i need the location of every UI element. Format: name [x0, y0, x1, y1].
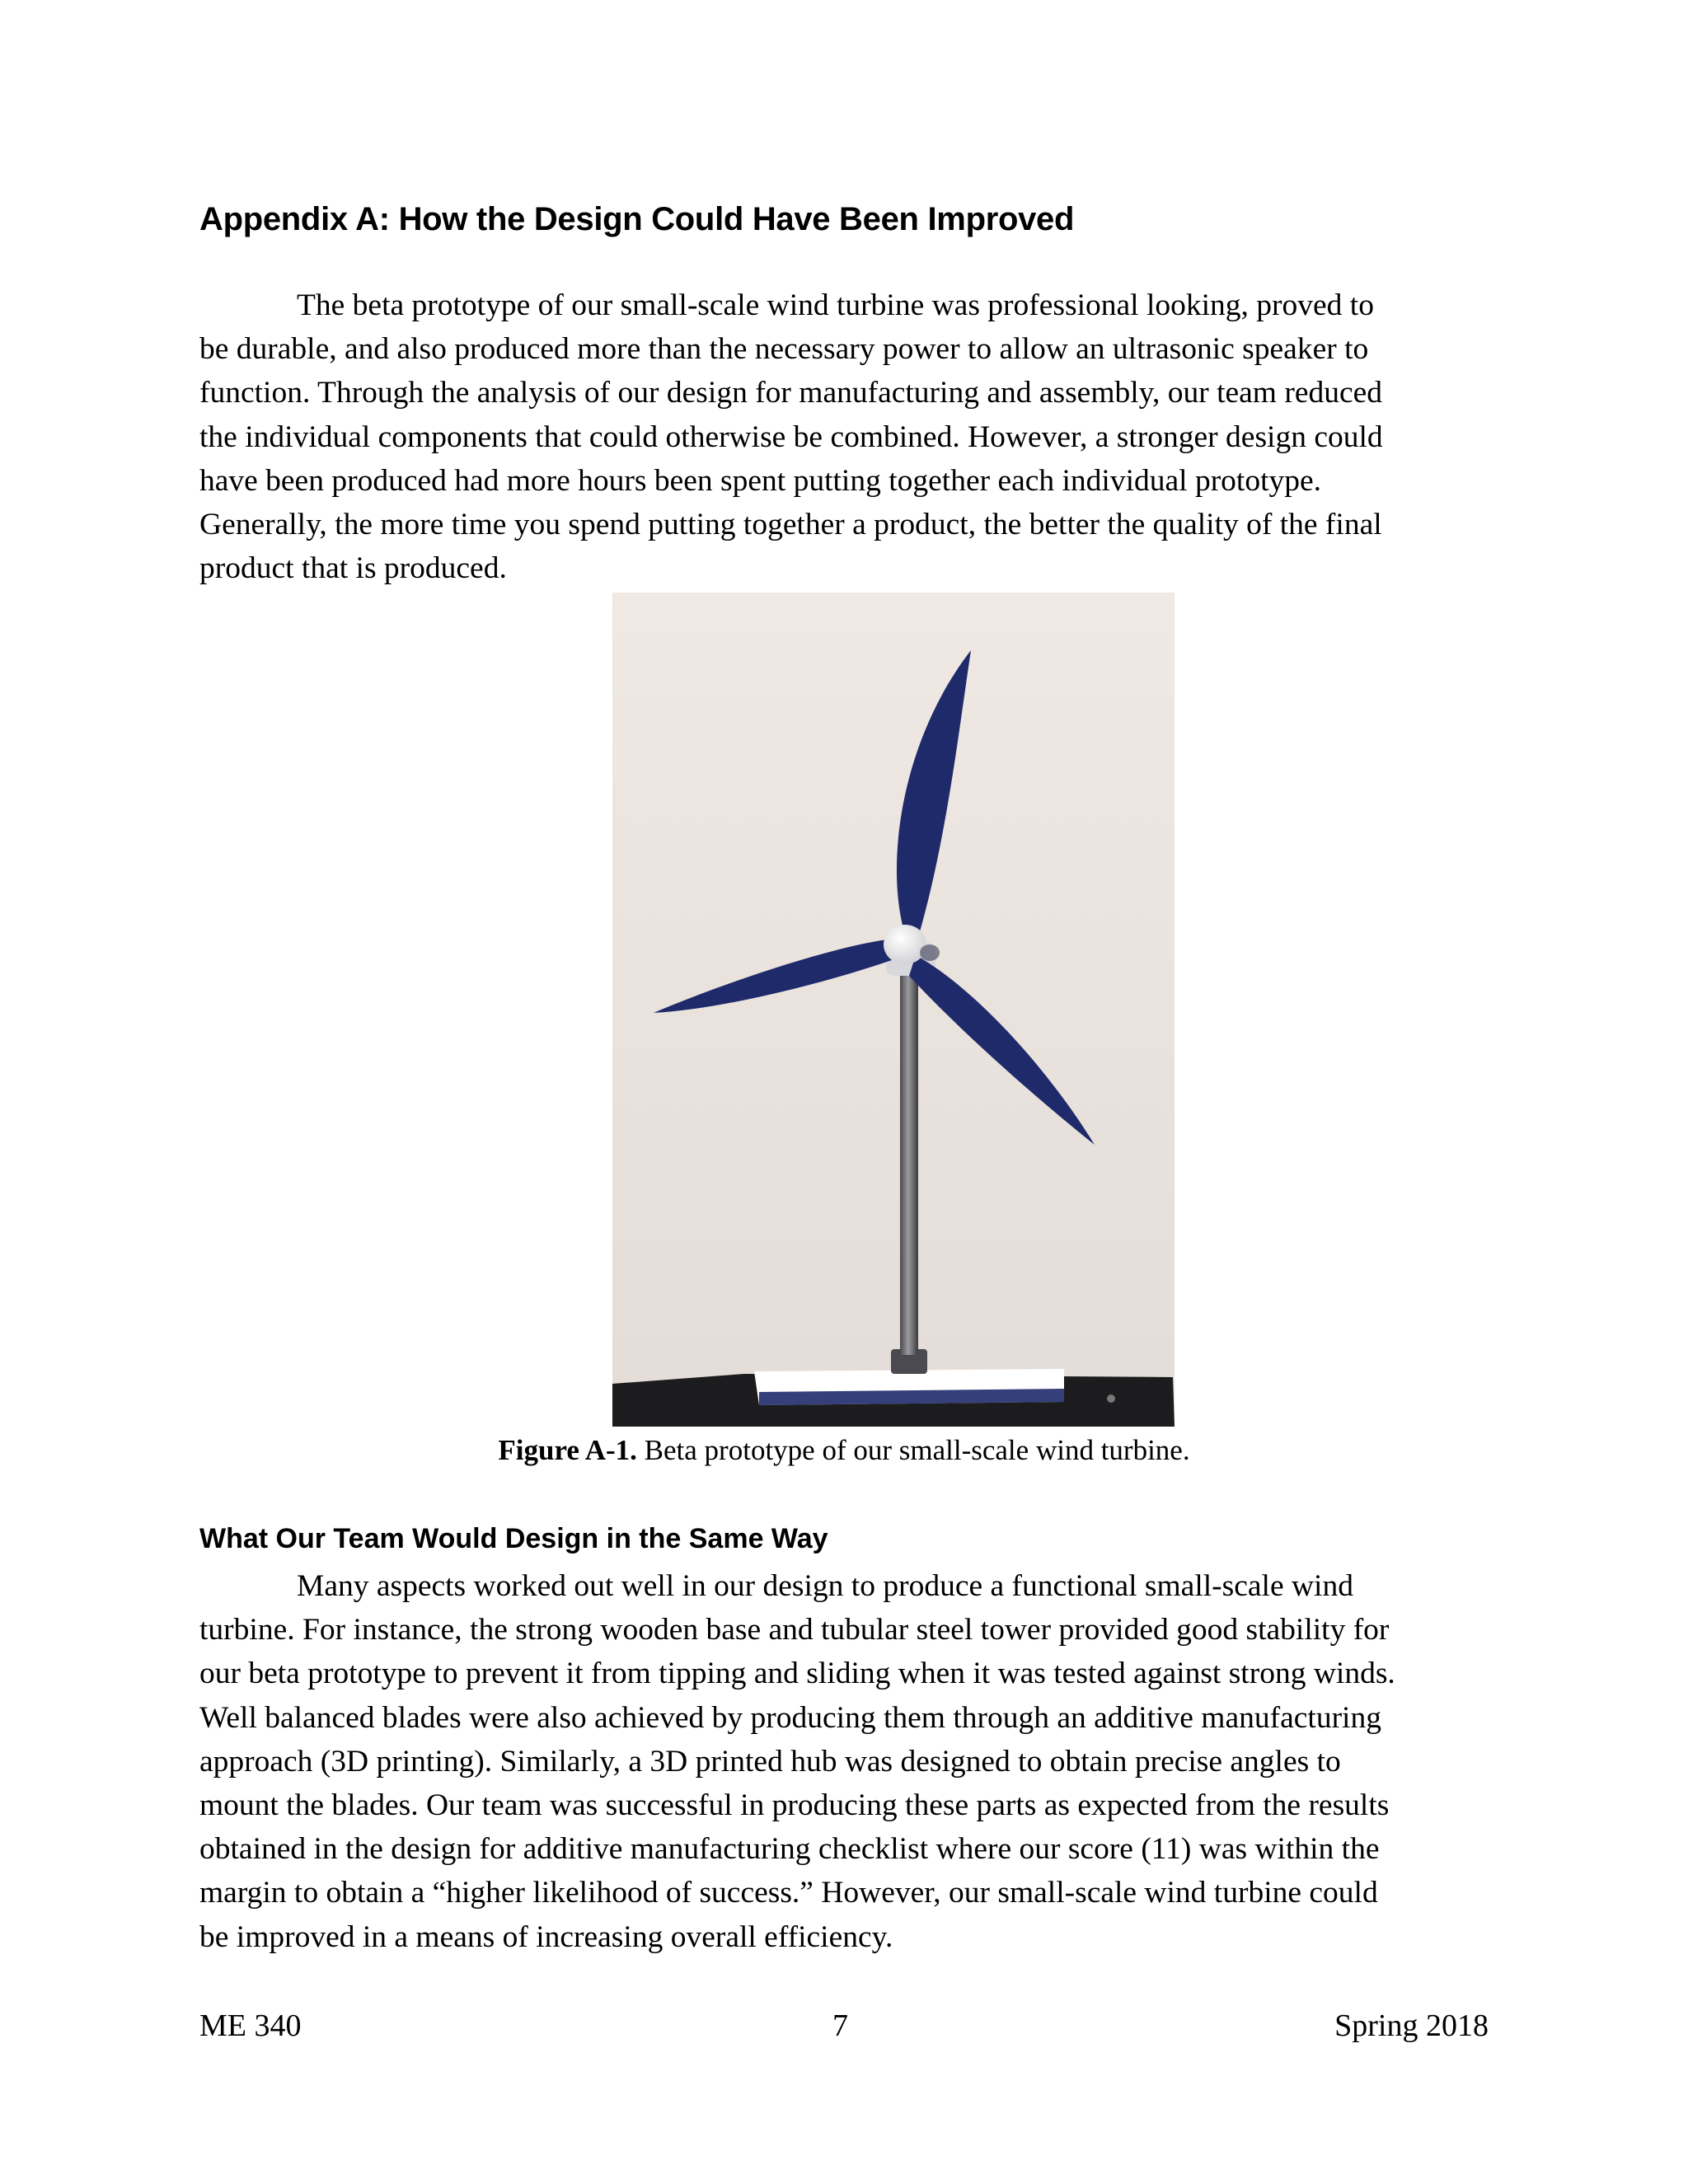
paragraph-line: our beta prototype to prevent it from tipping and sliding when it was tested against strong winds. [199, 1657, 1395, 1691]
paragraph-line: mount the blades. Our team was successful in producing these parts as expected from the results [199, 1788, 1390, 1823]
paragraph-line: Generally, the more time you spend putting together a product, the better the quality of the final [199, 508, 1382, 542]
photo-backdrop [612, 593, 1175, 1427]
paragraph-line: function. Through the analysis of our design for manufacturing and assembly, our team reduced [199, 376, 1383, 410]
paragraph-line: the individual components that could otherwise be combined. However, a stronger design could [199, 419, 1383, 454]
footer-page-number: 7 [832, 2008, 848, 2043]
paragraph-line: Well balanced blades were also achieved by producing them through an additive manufacturing [199, 1700, 1381, 1735]
paragraph-line: turbine. For instance, the strong wooden base and tubular steel tower provided good stability for [199, 1613, 1390, 1647]
body-paragraph [199, 1564, 1493, 1959]
wind-turbine-photo [612, 593, 1175, 1427]
footer-course: ME 340 [199, 2008, 302, 2043]
paragraph-line: product that is produced. [199, 551, 507, 586]
figure-label: Figure A-1. [498, 1434, 637, 1466]
paragraph-line: Many aspects worked out well in our design to produce a functional small-scale wind [297, 1569, 1353, 1603]
paragraph-line: The beta prototype of our small-scale wind turbine was professional looking, proved to [297, 288, 1374, 322]
footer-term: Spring 2018 [1334, 2008, 1489, 2043]
paragraph-line: approach (3D printing). Similarly, a 3D printed hub was designed to obtain precise angles to [199, 1744, 1341, 1779]
figure-caption [0, 1434, 1688, 1467]
paragraph-line: be improved in a means of increasing overall efficiency. [199, 1919, 893, 1954]
rotor-hub [884, 925, 926, 964]
paragraph-line: be durable, and also produced more than the necessary power to allow an ultrasonic speaker to [199, 332, 1369, 367]
steel-tower [900, 972, 918, 1355]
section-heading: Appendix A: How the Design Could Have Been Improved [199, 201, 1075, 237]
intro-paragraph [199, 284, 1493, 590]
paragraph-line: have been produced had more hours been spent putting together each individual prototype. [199, 463, 1322, 498]
paragraph-line: obtained in the design for additive manufacturing checklist where our score (11) was within the [199, 1832, 1380, 1867]
caption-text: Beta prototype of our small-scale wind turbine. [636, 1434, 1190, 1466]
paragraph-line: margin to obtain a “higher likelihood of success.” However, our small-scale wind turbine could [199, 1876, 1378, 1910]
table-screw [1107, 1394, 1115, 1403]
subsection-heading: What Our Team Would Design in the Same Way [199, 1523, 828, 1554]
